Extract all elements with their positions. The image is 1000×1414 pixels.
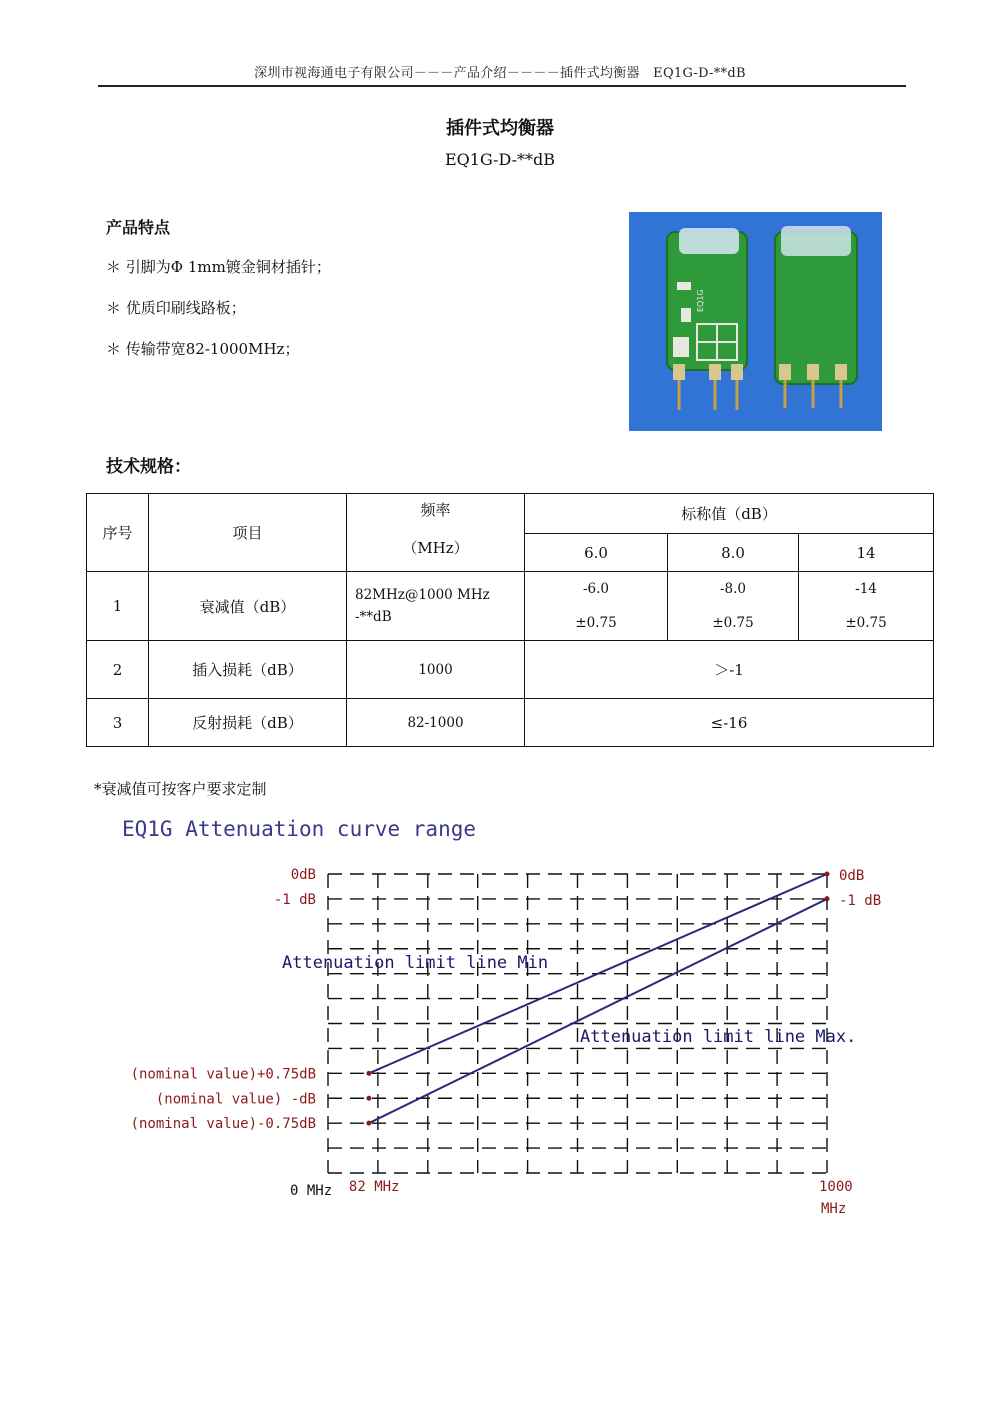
attenuation-chart	[0, 800, 1000, 1240]
header-frequency-label: 频率	[420, 500, 451, 519]
cell-item: 反射损耗（dB）	[149, 699, 347, 747]
cell-value	[799, 572, 934, 641]
chart-title: EQ1G Attenuation curve range	[122, 817, 477, 841]
series-point	[366, 1071, 371, 1076]
customization-note: *衰减值可按客户要求定制	[94, 780, 267, 798]
header-item: 项目	[149, 494, 347, 572]
chart-grid	[328, 874, 827, 1173]
features-heading: 产品特点	[106, 218, 171, 237]
cell-value-main: -8.0	[719, 581, 747, 597]
y-tick-label-right: -1 dB	[839, 892, 882, 909]
cell-frequency-line: -**dB	[355, 609, 392, 625]
series-point	[366, 1121, 371, 1126]
x-tick-label: 82 MHz	[348, 1179, 400, 1195]
header-frequency-unit: （MHz）	[402, 538, 469, 557]
cell-value-main: -6.0	[582, 581, 610, 597]
cell-item: 插入损耗（dB）	[149, 641, 347, 699]
cell-value-tolerance: ±0.75	[712, 615, 754, 631]
spec-table	[86, 493, 934, 747]
cell-frequency	[347, 572, 525, 641]
feature-item: ＊ 优质印刷线路板；	[106, 299, 246, 317]
header-frequency	[347, 494, 525, 572]
table-row	[87, 699, 934, 747]
chart-labels	[131, 867, 882, 1217]
y-tick-label: -1 dB	[273, 891, 316, 908]
y-tick-label: (nominal value) -dB	[155, 1091, 316, 1108]
feature-item: ＊ 传输带宽82-1000MHz；	[106, 340, 300, 358]
y-tick-label: 0dB	[290, 867, 316, 883]
cell-value	[668, 572, 799, 641]
header-nominal-value: 8.0	[668, 534, 799, 572]
cell-item: 衰减值（dB）	[149, 572, 347, 641]
svg-text:EQ1G: EQ1G	[696, 289, 705, 312]
product-photo	[629, 212, 882, 431]
cell-frequency-line: 82MHz@1000 MHz	[355, 587, 490, 603]
cell-value-main: -14	[855, 581, 877, 597]
header-nominal-value: 14	[799, 534, 934, 572]
header-rule	[98, 85, 906, 87]
annotation-min: Attenuation limit line Min	[282, 953, 549, 973]
cell-seq: 2	[87, 641, 149, 699]
cell-value: ＞-1	[525, 641, 934, 699]
header-nominal-value: 6.0	[525, 534, 668, 572]
document-title: 插件式均衡器	[446, 118, 554, 139]
cell-seq: 3	[87, 699, 149, 747]
product-photo-illustration	[629, 212, 882, 431]
cell-frequency: 1000	[347, 641, 525, 699]
x-tick-label: 1000	[819, 1179, 853, 1195]
header-seq: 序号	[87, 494, 149, 572]
y-tick-label: (nominal value)+0.75dB	[130, 1066, 316, 1083]
cell-value: ≤-16	[525, 699, 934, 747]
feature-item: ＊ 引脚为Φ 1mm镀金铜材插针；	[106, 258, 331, 276]
x-tick-label: 0 MHz	[290, 1183, 333, 1199]
cell-value-tolerance: ±0.75	[845, 615, 887, 631]
cell-frequency: 82-1000	[347, 699, 525, 747]
table-row	[87, 641, 934, 699]
series-line	[369, 899, 827, 1123]
annotation-max: Attenuation limit line Max.	[580, 1027, 857, 1047]
header-nominal: 标称值（dB）	[525, 494, 934, 534]
specs-heading: 技术规格：	[106, 457, 191, 477]
series-point	[825, 872, 830, 877]
cell-value-tolerance: ±0.75	[575, 615, 617, 631]
page-header: 深圳市视海通电子有限公司－－－产品介绍－－－－插件式均衡器 EQ1G-D-**dB	[254, 66, 746, 81]
series-point	[825, 896, 830, 901]
table-row	[87, 572, 934, 641]
model-number: EQ1G-D-**dB	[445, 150, 555, 169]
y-tick-label: (nominal value)-0.75dB	[130, 1116, 316, 1133]
y-tick-label-right: 0dB	[839, 868, 865, 884]
x-tick-label: MHz	[821, 1201, 847, 1217]
cell-value	[525, 572, 668, 641]
cell-seq: 1	[87, 572, 149, 641]
nominal-point	[366, 1096, 371, 1101]
